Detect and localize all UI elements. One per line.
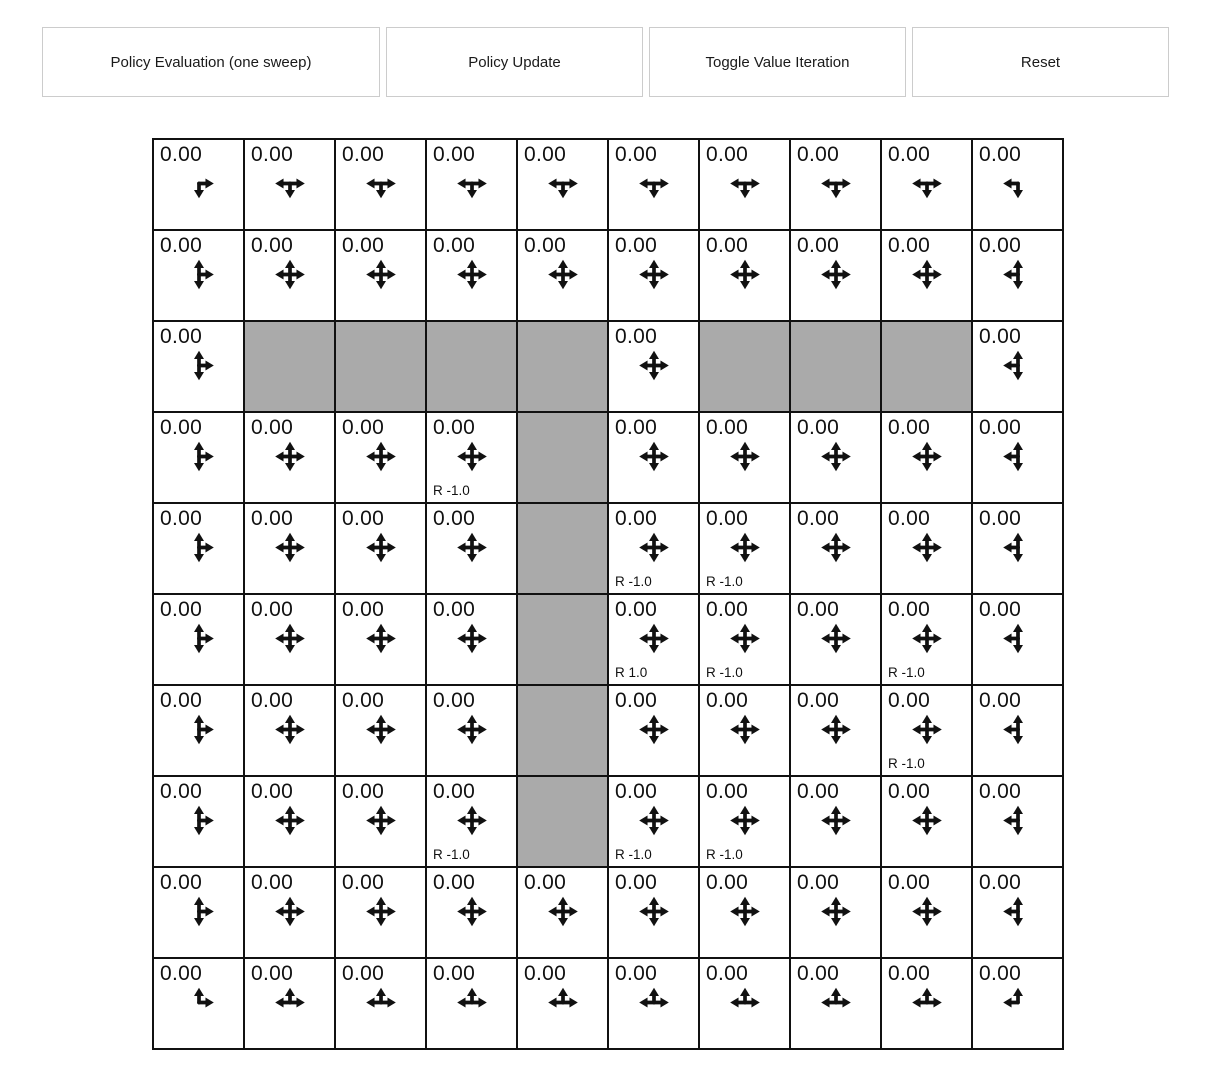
- cell-reward: R -1.0: [706, 847, 743, 862]
- cell-value: 0.00: [706, 962, 749, 985]
- cell-value: 0.00: [615, 871, 658, 894]
- grid-cell[interactable]: [426, 412, 517, 503]
- grid-cell[interactable]: [790, 503, 881, 594]
- grid-cell[interactable]: [608, 412, 699, 503]
- policy-arrow-icon: [271, 165, 308, 202]
- cell-value: 0.00: [979, 689, 1022, 712]
- policy-arrow-icon: [908, 529, 945, 566]
- grid-cell[interactable]: [153, 139, 244, 230]
- cell-value: 0.00: [797, 143, 840, 166]
- cell-value: 0.00: [433, 507, 476, 530]
- cell-value: 0.00: [615, 507, 658, 530]
- grid-cell[interactable]: [699, 139, 790, 230]
- grid-cell[interactable]: [608, 594, 699, 685]
- grid-cell[interactable]: [790, 230, 881, 321]
- cell-value: 0.00: [979, 234, 1022, 257]
- cell-value: 0.00: [888, 143, 931, 166]
- grid-cell[interactable]: [699, 776, 790, 867]
- grid-cell[interactable]: [972, 958, 1063, 1049]
- cell-value: 0.00: [615, 325, 658, 348]
- grid-cell[interactable]: [608, 685, 699, 776]
- cell-value: 0.00: [160, 689, 203, 712]
- cell-value: 0.00: [979, 507, 1022, 530]
- policy-arrow-icon: [635, 438, 672, 475]
- grid-cell[interactable]: [153, 685, 244, 776]
- grid-cell[interactable]: [335, 594, 426, 685]
- grid-cell[interactable]: [881, 867, 972, 958]
- cell-reward: R -1.0: [615, 847, 652, 862]
- policy-arrow-icon: [817, 438, 854, 475]
- grid-cell[interactable]: [608, 139, 699, 230]
- cell-value: 0.00: [888, 689, 931, 712]
- grid-cell[interactable]: [699, 685, 790, 776]
- policy-arrow-icon: [635, 620, 672, 657]
- cell-value: 0.00: [706, 234, 749, 257]
- policy-arrow-icon: [180, 620, 217, 657]
- policy-arrow-icon: [726, 256, 763, 293]
- grid-cell[interactable]: [790, 776, 881, 867]
- cell-value: 0.00: [706, 416, 749, 439]
- grid-cell[interactable]: [699, 230, 790, 321]
- cell-value: 0.00: [979, 598, 1022, 621]
- policy-arrow-icon: [817, 984, 854, 1021]
- cell-value: 0.00: [160, 780, 203, 803]
- grid-cell[interactable]: [881, 958, 972, 1049]
- grid-cell[interactable]: [244, 412, 335, 503]
- policy-arrow-icon: [635, 893, 672, 930]
- policy-arrow-icon: [999, 893, 1036, 930]
- grid-cell[interactable]: [790, 958, 881, 1049]
- cell-value: 0.00: [888, 507, 931, 530]
- cell-value: 0.00: [342, 507, 385, 530]
- grid-cell[interactable]: [881, 139, 972, 230]
- policy-arrow-icon: [180, 165, 217, 202]
- cell-value: 0.00: [160, 871, 203, 894]
- cell-value: 0.00: [524, 962, 567, 985]
- policy-arrow-icon: [271, 256, 308, 293]
- cell-value: 0.00: [433, 416, 476, 439]
- grid-cell[interactable]: [972, 139, 1063, 230]
- policy-arrow-icon: [726, 893, 763, 930]
- policy-arrow-icon: [908, 711, 945, 748]
- cell-value: 0.00: [797, 780, 840, 803]
- cell-value: 0.00: [797, 507, 840, 530]
- grid-cell[interactable]: [699, 867, 790, 958]
- grid-cell[interactable]: [790, 594, 881, 685]
- cell-value: 0.00: [251, 234, 294, 257]
- cell-value: 0.00: [615, 234, 658, 257]
- policy-arrow-icon: [453, 711, 490, 748]
- grid-cell[interactable]: [426, 230, 517, 321]
- cell-value: 0.00: [615, 416, 658, 439]
- cell-value: 0.00: [888, 598, 931, 621]
- cell-value: 0.00: [433, 780, 476, 803]
- cell-value: 0.00: [797, 234, 840, 257]
- policy-arrow-icon: [453, 893, 490, 930]
- cell-value: 0.00: [160, 598, 203, 621]
- cell-value: 0.00: [615, 962, 658, 985]
- wall-cell[interactable]: [244, 321, 335, 412]
- policy-arrow-icon: [180, 711, 217, 748]
- grid-cell[interactable]: [517, 139, 608, 230]
- cell-value: 0.00: [979, 416, 1022, 439]
- cell-value: 0.00: [251, 962, 294, 985]
- wall-cell[interactable]: [426, 321, 517, 412]
- grid-cell[interactable]: [244, 776, 335, 867]
- policy-arrow-icon: [908, 438, 945, 475]
- toolbar: [42, 27, 1170, 97]
- cell-value: 0.00: [160, 234, 203, 257]
- policy-arrow-icon: [999, 165, 1036, 202]
- policy-arrow-icon: [362, 802, 399, 839]
- cell-value: 0.00: [615, 689, 658, 712]
- policy-arrow-icon: [271, 620, 308, 657]
- grid-cell[interactable]: [972, 321, 1063, 412]
- policy-arrow-icon: [726, 620, 763, 657]
- grid-cell[interactable]: [153, 503, 244, 594]
- grid-cell[interactable]: [881, 685, 972, 776]
- cell-value: 0.00: [251, 871, 294, 894]
- grid-cell[interactable]: [335, 412, 426, 503]
- policy-arrow-icon: [453, 529, 490, 566]
- gridworld-container: [152, 138, 1224, 1050]
- grid-cell[interactable]: [881, 776, 972, 867]
- grid-cell[interactable]: [972, 503, 1063, 594]
- grid-cell[interactable]: [699, 958, 790, 1049]
- cell-value: 0.00: [433, 871, 476, 894]
- policy-arrow-icon: [635, 711, 672, 748]
- policy-arrow-icon: [544, 256, 581, 293]
- policy-arrow-icon: [635, 256, 672, 293]
- cell-value: 0.00: [888, 234, 931, 257]
- policy-arrow-icon: [453, 256, 490, 293]
- policy-arrow-icon: [817, 711, 854, 748]
- grid-cell[interactable]: [608, 230, 699, 321]
- cell-value: 0.00: [160, 962, 203, 985]
- wall-cell[interactable]: [517, 776, 608, 867]
- grid-cell[interactable]: [608, 503, 699, 594]
- toggle-value-iteration-button[interactable]: Toggle Value Iteration: [649, 27, 906, 97]
- policy-arrow-icon: [271, 802, 308, 839]
- cell-value: 0.00: [706, 871, 749, 894]
- policy-update-button[interactable]: Policy Update: [386, 27, 643, 97]
- policy-arrow-icon: [544, 893, 581, 930]
- cell-value: 0.00: [615, 143, 658, 166]
- wall-cell[interactable]: [517, 685, 608, 776]
- policy-arrow-icon: [453, 165, 490, 202]
- policy-arrow-icon: [817, 529, 854, 566]
- policy-arrow-icon: [180, 529, 217, 566]
- cell-value: 0.00: [433, 689, 476, 712]
- policy-arrow-icon: [817, 893, 854, 930]
- wall-cell[interactable]: [790, 321, 881, 412]
- policy-evaluation-button[interactable]: Policy Evaluation (one sweep): [42, 27, 380, 97]
- grid-cell[interactable]: [244, 958, 335, 1049]
- policy-arrow-icon: [999, 620, 1036, 657]
- cell-value: 0.00: [797, 962, 840, 985]
- policy-arrow-icon: [544, 984, 581, 1021]
- policy-arrow-icon: [635, 529, 672, 566]
- cell-value: 0.00: [342, 598, 385, 621]
- grid-cell[interactable]: [426, 503, 517, 594]
- cell-value: 0.00: [979, 143, 1022, 166]
- cell-value: 0.00: [979, 780, 1022, 803]
- cell-value: 0.00: [342, 871, 385, 894]
- grid-cell[interactable]: [790, 867, 881, 958]
- grid-cell[interactable]: [608, 958, 699, 1049]
- cell-value: 0.00: [797, 871, 840, 894]
- grid-cell[interactable]: [153, 412, 244, 503]
- cell-value: 0.00: [615, 598, 658, 621]
- cell-value: 0.00: [797, 598, 840, 621]
- grid-cell[interactable]: [517, 867, 608, 958]
- grid-cell[interactable]: [244, 867, 335, 958]
- policy-arrow-icon: [817, 620, 854, 657]
- grid-cell[interactable]: [335, 503, 426, 594]
- policy-arrow-icon: [180, 438, 217, 475]
- grid-cell[interactable]: [881, 503, 972, 594]
- grid-cell[interactable]: [244, 230, 335, 321]
- grid-cell[interactable]: [153, 321, 244, 412]
- cell-value: 0.00: [251, 416, 294, 439]
- cell-value: 0.00: [342, 234, 385, 257]
- grid-cell[interactable]: [335, 958, 426, 1049]
- policy-arrow-icon: [908, 984, 945, 1021]
- cell-value: 0.00: [979, 871, 1022, 894]
- grid-cell[interactable]: [881, 412, 972, 503]
- cell-value: 0.00: [251, 598, 294, 621]
- cell-reward: R -1.0: [433, 483, 470, 498]
- policy-arrow-icon: [908, 620, 945, 657]
- grid-cell[interactable]: [972, 776, 1063, 867]
- policy-arrow-icon: [908, 256, 945, 293]
- grid-cell[interactable]: [881, 230, 972, 321]
- grid-cell[interactable]: [244, 685, 335, 776]
- grid-cell[interactable]: [972, 230, 1063, 321]
- cell-reward: R -1.0: [706, 665, 743, 680]
- grid-cell[interactable]: [426, 867, 517, 958]
- policy-arrow-icon: [180, 256, 217, 293]
- grid-cell[interactable]: [153, 867, 244, 958]
- policy-arrow-icon: [544, 165, 581, 202]
- policy-arrow-icon: [726, 984, 763, 1021]
- cell-value: 0.00: [706, 143, 749, 166]
- policy-arrow-icon: [726, 165, 763, 202]
- grid-cell[interactable]: [790, 412, 881, 503]
- policy-arrow-icon: [999, 711, 1036, 748]
- cell-reward: R 1.0: [615, 665, 648, 680]
- grid-cell[interactable]: [790, 685, 881, 776]
- policy-arrow-icon: [726, 438, 763, 475]
- policy-arrow-icon: [817, 802, 854, 839]
- grid-cell[interactable]: [972, 412, 1063, 503]
- reset-button[interactable]: Reset: [912, 27, 1169, 97]
- cell-value: 0.00: [524, 143, 567, 166]
- cell-reward: R -1.0: [888, 665, 925, 680]
- grid-cell[interactable]: [608, 321, 699, 412]
- policy-arrow-icon: [362, 984, 399, 1021]
- cell-value: 0.00: [160, 325, 203, 348]
- wall-cell[interactable]: [517, 594, 608, 685]
- policy-arrow-icon: [453, 984, 490, 1021]
- wall-cell[interactable]: [699, 321, 790, 412]
- grid-cell[interactable]: [335, 776, 426, 867]
- policy-arrow-icon: [635, 165, 672, 202]
- cell-value: 0.00: [251, 780, 294, 803]
- policy-arrow-icon: [999, 802, 1036, 839]
- gridworld: [152, 138, 1064, 1050]
- cell-value: 0.00: [888, 871, 931, 894]
- grid-cell[interactable]: [426, 776, 517, 867]
- policy-arrow-icon: [999, 256, 1036, 293]
- grid-cell[interactable]: [335, 867, 426, 958]
- policy-arrow-icon: [271, 984, 308, 1021]
- wall-cell[interactable]: [517, 321, 608, 412]
- cell-value: 0.00: [888, 780, 931, 803]
- cell-value: 0.00: [342, 962, 385, 985]
- policy-arrow-icon: [817, 165, 854, 202]
- cell-value: 0.00: [524, 234, 567, 257]
- cell-value: 0.00: [797, 689, 840, 712]
- grid-cell[interactable]: [972, 685, 1063, 776]
- grid-cell[interactable]: [244, 139, 335, 230]
- wall-cell[interactable]: [881, 321, 972, 412]
- policy-arrow-icon: [453, 620, 490, 657]
- wall-cell[interactable]: [517, 412, 608, 503]
- policy-arrow-icon: [635, 347, 672, 384]
- cell-value: 0.00: [342, 689, 385, 712]
- grid-cell[interactable]: [153, 594, 244, 685]
- cell-reward: R -1.0: [615, 574, 652, 589]
- cell-value: 0.00: [160, 507, 203, 530]
- policy-arrow-icon: [271, 711, 308, 748]
- policy-arrow-icon: [180, 984, 217, 1021]
- grid-cell[interactable]: [608, 867, 699, 958]
- grid-cell[interactable]: [426, 594, 517, 685]
- wall-cell[interactable]: [517, 503, 608, 594]
- grid-cell[interactable]: [153, 776, 244, 867]
- grid-cell[interactable]: [790, 139, 881, 230]
- grid-cell[interactable]: [972, 594, 1063, 685]
- cell-value: 0.00: [251, 689, 294, 712]
- policy-arrow-icon: [999, 347, 1036, 384]
- policy-arrow-icon: [453, 438, 490, 475]
- cell-value: 0.00: [979, 325, 1022, 348]
- policy-arrow-icon: [362, 620, 399, 657]
- grid-cell[interactable]: [153, 230, 244, 321]
- policy-arrow-icon: [908, 802, 945, 839]
- grid-cell[interactable]: [699, 412, 790, 503]
- cell-value: 0.00: [342, 416, 385, 439]
- policy-arrow-icon: [635, 802, 672, 839]
- cell-reward: R -1.0: [433, 847, 470, 862]
- cell-value: 0.00: [706, 780, 749, 803]
- wall-cell[interactable]: [335, 321, 426, 412]
- policy-arrow-icon: [362, 256, 399, 293]
- cell-value: 0.00: [888, 416, 931, 439]
- grid-cell[interactable]: [244, 503, 335, 594]
- cell-value: 0.00: [433, 962, 476, 985]
- grid-cell[interactable]: [335, 230, 426, 321]
- policy-arrow-icon: [453, 802, 490, 839]
- grid-cell[interactable]: [426, 685, 517, 776]
- policy-arrow-icon: [999, 984, 1036, 1021]
- policy-arrow-icon: [635, 984, 672, 1021]
- policy-arrow-icon: [362, 438, 399, 475]
- cell-value: 0.00: [433, 598, 476, 621]
- policy-arrow-icon: [362, 711, 399, 748]
- policy-arrow-icon: [362, 529, 399, 566]
- cell-value: 0.00: [979, 962, 1022, 985]
- policy-arrow-icon: [908, 893, 945, 930]
- policy-arrow-icon: [999, 438, 1036, 475]
- policy-arrow-icon: [362, 893, 399, 930]
- policy-arrow-icon: [180, 893, 217, 930]
- policy-arrow-icon: [271, 529, 308, 566]
- cell-value: 0.00: [706, 598, 749, 621]
- grid-cell[interactable]: [972, 867, 1063, 958]
- cell-value: 0.00: [160, 416, 203, 439]
- cell-value: 0.00: [615, 780, 658, 803]
- policy-arrow-icon: [726, 802, 763, 839]
- policy-arrow-icon: [908, 165, 945, 202]
- cell-value: 0.00: [706, 507, 749, 530]
- policy-arrow-icon: [362, 165, 399, 202]
- policy-arrow-icon: [817, 256, 854, 293]
- policy-arrow-icon: [180, 802, 217, 839]
- policy-arrow-icon: [726, 711, 763, 748]
- grid-cell[interactable]: [426, 139, 517, 230]
- cell-value: 0.00: [433, 234, 476, 257]
- grid-cell[interactable]: [153, 958, 244, 1049]
- policy-arrow-icon: [726, 529, 763, 566]
- cell-reward: R -1.0: [888, 756, 925, 771]
- grid-cell[interactable]: [335, 685, 426, 776]
- cell-value: 0.00: [706, 689, 749, 712]
- grid-cell[interactable]: [335, 139, 426, 230]
- cell-value: 0.00: [797, 416, 840, 439]
- policy-arrow-icon: [999, 529, 1036, 566]
- cell-value: 0.00: [433, 143, 476, 166]
- grid-cell[interactable]: [608, 776, 699, 867]
- cell-value: 0.00: [342, 780, 385, 803]
- policy-arrow-icon: [271, 438, 308, 475]
- cell-value: 0.00: [251, 507, 294, 530]
- policy-arrow-icon: [180, 347, 217, 384]
- grid-cell[interactable]: [699, 594, 790, 685]
- grid-cell[interactable]: [517, 958, 608, 1049]
- grid-cell[interactable]: [244, 594, 335, 685]
- grid-cell[interactable]: [699, 503, 790, 594]
- cell-reward: R -1.0: [706, 574, 743, 589]
- grid-cell[interactable]: [881, 594, 972, 685]
- grid-cell[interactable]: [517, 230, 608, 321]
- cell-value: 0.00: [342, 143, 385, 166]
- cell-value: 0.00: [524, 871, 567, 894]
- cell-value: 0.00: [160, 143, 203, 166]
- cell-value: 0.00: [251, 143, 294, 166]
- cell-value: 0.00: [888, 962, 931, 985]
- grid-cell[interactable]: [426, 958, 517, 1049]
- policy-arrow-icon: [271, 893, 308, 930]
